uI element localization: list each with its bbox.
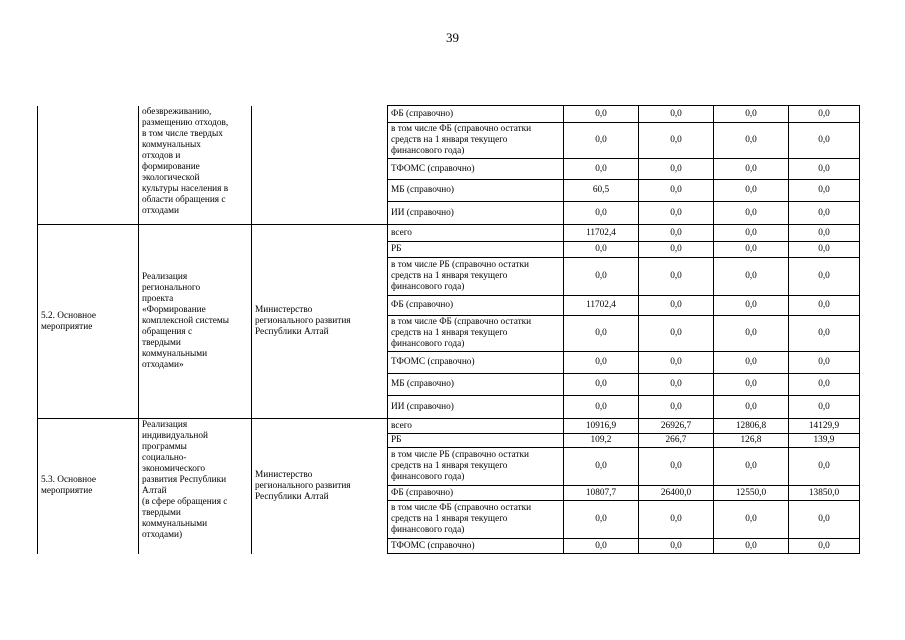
amount-cell: 0,0 [714, 242, 789, 258]
funding-source: в том числе ФБ (справочно остатки средств на 1 января текущего финансового года) [388, 501, 564, 539]
amount-cell: 0,0 [714, 296, 789, 316]
table-row [38, 419, 860, 434]
funding-source: МБ (справочно) [388, 374, 564, 396]
amount-cell: 0,0 [714, 159, 789, 180]
amount-cell: 0,0 [714, 448, 789, 486]
amount-cell: 0,0 [639, 501, 714, 539]
funding-source: ТФОМС (справочно) [388, 159, 564, 180]
amount-cell: 26926,7 [639, 419, 714, 434]
amount-cell: 0,0 [564, 123, 639, 159]
amount-cell: 0,0 [789, 448, 860, 486]
amount-cell: 0,0 [789, 539, 860, 554]
executor: Министерство регионального развития Республики Алтай [252, 225, 388, 419]
amount-cell: 0,0 [564, 374, 639, 396]
activity-name: Реализация регионального проекта «Формирование комплексной системы обращения с твердыми коммунальными отходами» [139, 225, 252, 419]
amount-cell: 0,0 [564, 501, 639, 539]
funding-source: ФБ (справочно) [388, 296, 564, 316]
amount-cell: 0,0 [714, 180, 789, 202]
amount-cell: 0,0 [639, 396, 714, 419]
funding-source: в том числе РБ (справочно остатки средств на 1 января текущего финансового года) [388, 448, 564, 486]
amount-cell: 0,0 [789, 296, 860, 316]
amount-cell: 0,0 [789, 316, 860, 352]
amount-cell: 0,0 [789, 159, 860, 180]
amount-cell: 0,0 [564, 258, 639, 296]
amount-cell: 0,0 [564, 159, 639, 180]
amount-cell: 0,0 [714, 374, 789, 396]
amount-cell: 0,0 [714, 501, 789, 539]
amount-cell: 0,0 [639, 296, 714, 316]
amount-cell: 0,0 [714, 202, 789, 225]
amount-cell: 0,0 [639, 448, 714, 486]
amount-cell: 0,0 [789, 242, 860, 258]
amount-cell: 0,0 [789, 352, 860, 374]
amount-cell: 60,5 [564, 180, 639, 202]
activity-code: 5.3. Основное мероприятие [38, 419, 139, 554]
amount-cell: 0,0 [789, 180, 860, 202]
amount-cell: 0,0 [639, 374, 714, 396]
amount-cell: 0,0 [714, 539, 789, 554]
activity-name: Реализация индивидуальной программы социально- экономического развития Республики Алтай (в сфере обращения с твердыми коммунальными отходами) [139, 419, 252, 554]
amount-cell: 12550,0 [714, 486, 789, 501]
page-number: 39 [446, 30, 459, 45]
amount-cell: 12806,8 [714, 419, 789, 434]
funding-source: ФБ (справочно) [388, 106, 564, 123]
amount-cell: 0,0 [639, 352, 714, 374]
funding-source: РБ [388, 434, 564, 448]
amount-cell: 109,2 [564, 434, 639, 448]
amount-cell: 0,0 [639, 202, 714, 225]
funding-source: ИИ (справочно) [388, 396, 564, 419]
amount-cell: 0,0 [789, 202, 860, 225]
executor [252, 106, 388, 225]
amount-cell: 139,9 [789, 434, 860, 448]
amount-cell: 0,0 [789, 396, 860, 419]
amount-cell: 126,8 [714, 434, 789, 448]
funding-source: в том числе ФБ (справочно остатки средств на 1 января текущего финансового года) [388, 123, 564, 159]
activity-code [38, 106, 139, 225]
activity-code: 5.2. Основное мероприятие [38, 225, 139, 419]
amount-cell: 0,0 [714, 225, 789, 242]
amount-cell: 0,0 [564, 448, 639, 486]
funding-source: МБ (справочно) [388, 180, 564, 202]
amount-cell: 0,0 [714, 316, 789, 352]
amount-cell: 0,0 [789, 123, 860, 159]
funding-source: ИИ (справочно) [388, 202, 564, 225]
amount-cell: 0,0 [639, 123, 714, 159]
amount-cell: 0,0 [789, 501, 860, 539]
funding-source: всего [388, 419, 564, 434]
amount-cell: 0,0 [639, 225, 714, 242]
amount-cell: 0,0 [564, 396, 639, 419]
funding-source: всего [388, 225, 564, 242]
amount-cell: 0,0 [564, 539, 639, 554]
activity-name: обезвреживанию, размещению отходов, в том числе твердых коммунальных отходов и формирование экологической культуры населения в области обращения с отходами [139, 106, 252, 225]
table-row [38, 225, 860, 242]
funding-source: в том числе РБ (справочно остатки средств на 1 января текущего финансового года) [388, 258, 564, 296]
amount-cell: 0,0 [714, 352, 789, 374]
amount-cell: 0,0 [564, 352, 639, 374]
amount-cell: 0,0 [639, 159, 714, 180]
funding-source: ФБ (справочно) [388, 486, 564, 501]
table-row [38, 106, 860, 123]
budget-table [37, 105, 860, 554]
amount-cell: 0,0 [789, 258, 860, 296]
amount-cell: 0,0 [789, 106, 860, 123]
funding-source: ТФОМС (справочно) [388, 539, 564, 554]
amount-cell: 14129,9 [789, 419, 860, 434]
amount-cell: 0,0 [564, 316, 639, 352]
amount-cell: 0,0 [639, 539, 714, 554]
funding-source: ТФОМС (справочно) [388, 352, 564, 374]
amount-cell: 11702,4 [564, 296, 639, 316]
amount-cell: 0,0 [639, 180, 714, 202]
amount-cell: 13850,0 [789, 486, 860, 501]
amount-cell: 0,0 [714, 258, 789, 296]
amount-cell: 0,0 [789, 374, 860, 396]
amount-cell: 0,0 [564, 202, 639, 225]
amount-cell: 266,7 [639, 434, 714, 448]
amount-cell: 26400,0 [639, 486, 714, 501]
executor: Министерство регионального развития Республики Алтай [252, 419, 388, 554]
amount-cell: 0,0 [714, 123, 789, 159]
amount-cell: 10916,9 [564, 419, 639, 434]
funding-source: в том числе ФБ (справочно остатки средств на 1 января текущего финансового года) [388, 316, 564, 352]
amount-cell: 0,0 [789, 225, 860, 242]
amount-cell: 10807,7 [564, 486, 639, 501]
amount-cell: 11702,4 [564, 225, 639, 242]
funding-source: РБ [388, 242, 564, 258]
amount-cell: 0,0 [639, 106, 714, 123]
amount-cell: 0,0 [714, 396, 789, 419]
amount-cell: 0,0 [714, 106, 789, 123]
amount-cell: 0,0 [639, 316, 714, 352]
amount-cell: 0,0 [564, 242, 639, 258]
amount-cell: 0,0 [639, 242, 714, 258]
amount-cell: 0,0 [639, 258, 714, 296]
amount-cell: 0,0 [564, 106, 639, 123]
